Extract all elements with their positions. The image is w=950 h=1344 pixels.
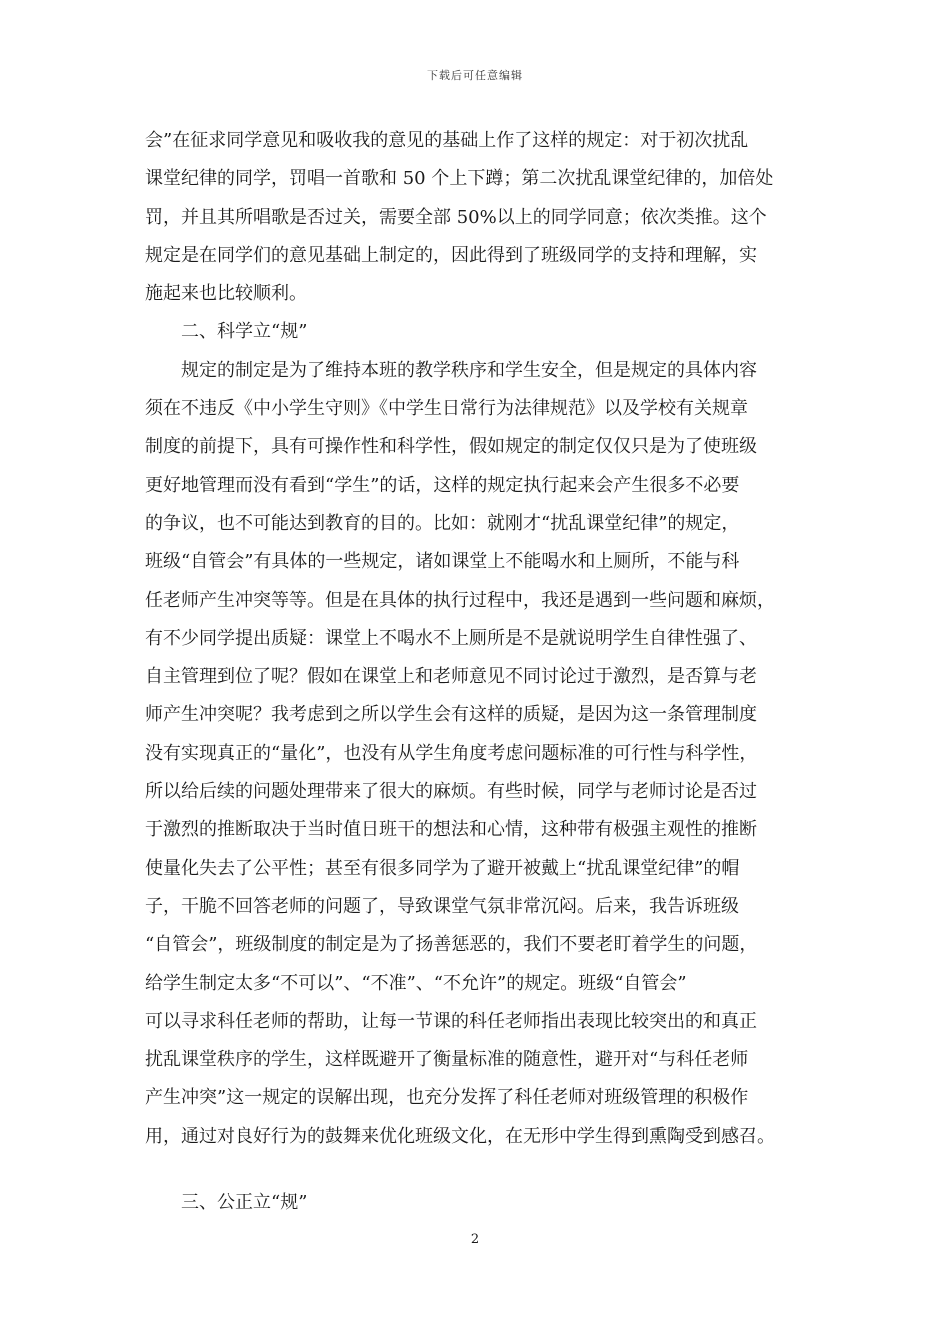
text-line: 罚，并且其所唱歌是否过关，需要全部 50%以上的同学同意；依次类推。这个 — [145, 206, 767, 228]
page-number: 2 — [470, 1232, 480, 1247]
paragraph-1 — [145, 122, 813, 313]
text-line: 给学生制定太多“不可以”、“不准”、“不允许”的规定。班级“自管会” — [145, 972, 687, 994]
text-line: 产生冲突”这一规定的误解出现，也充分发挥了科任老师对班级管理的积极作 — [145, 1087, 749, 1109]
text-line: 规定是在同学们的意见基础上制定的，因此得到了班级同学的支持和理解，实 — [145, 244, 757, 266]
paragraph-spacer — [145, 1156, 813, 1184]
text-line: 任老师产生冲突等等。但是在具体的执行过程中，我还是遇到一些问题和麻烦， — [145, 589, 775, 611]
text-line: 用，通过对良好行为的鼓舞来优化班级文化，在无形中学生得到熏陶受到感召。 — [145, 1125, 775, 1147]
section-heading-3: 三、公正立“规” — [181, 1192, 308, 1214]
text-line: 所以给后续的问题处理带来了很大的麻烦。有些时候，同学与老师讨论是否过 — [145, 781, 757, 803]
page-header: 下载后可任意编辑 — [427, 69, 523, 82]
text-line: 有不少同学提出质疑：课堂上不喝水不上厕所是不是就说明学生自律性强了、 — [145, 627, 757, 649]
text-line: 的争议，也不可能达到教育的目的。比如：就刚才“扰乱课堂纪律”的规定， — [145, 512, 740, 534]
text-line: 子，干脆不回答老师的问题了，导致课堂气氛非常沉闷。后来，我告诉班级 — [145, 895, 739, 917]
text-line: 须在不违反《中小学生守则》《中学生日常行为法律规范》以及学校有关规章 — [145, 398, 748, 420]
text-line: 可以寻求科任老师的帮助，让每一节课的科任老师指出表现比较突出的和真正 — [145, 1010, 757, 1032]
text-line: 自主管理到位了呢？假如在课堂上和老师意见不同讨论过于激烈，是否算与老 — [145, 666, 757, 688]
text-line: 规定的制定是为了维持本班的教学秩序和学生安全，但是规定的具体内容 — [181, 359, 757, 381]
paragraph-2 — [145, 352, 813, 1156]
text-line: 使量化失去了公平性；甚至有很多同学为了避开被戴上“扰乱课堂纪律”的帽 — [145, 857, 740, 879]
text-line: 施起来也比较顺利。 — [145, 283, 307, 305]
text-line: 于激烈的推断取决于当时值日班干的想法和心情，这种带有极强主观性的推断 — [145, 819, 757, 841]
text-line: 扰乱课堂秩序的学生，这样既避开了衡量标准的随意性，避开对“与科任老师 — [145, 1049, 749, 1071]
text-line: 更好地管理而没有看到“学生”的话，这样的规定执行起来会产生很多不必要 — [145, 474, 740, 496]
text-line: 没有实现真正的“量化”，也没有从学生角度考虑问题标准的可行性与科学性， — [145, 742, 758, 764]
text-line: “自管会”，班级制度的制定是为了扬善惩恶的，我们不要老盯着学生的问题， — [145, 934, 758, 956]
text-line: 会”在征求同学意见和吸收我的意见的基础上作了这样的规定：对于初次扰乱 — [145, 130, 749, 151]
text-line: 制度的前提下，具有可操作性和科学性，假如规定的制定仅仅只是为了使班级 — [145, 436, 757, 458]
text-line: 班级“自管会”有具体的一些规定，诸如课堂上不能喝水和上厕所，不能与科 — [145, 551, 740, 573]
document-body — [145, 122, 813, 1222]
text-line: 课堂纪律的同学，罚唱一首歌和 50 个上下蹲；第二次扰乱课堂纪律的，加倍处 — [145, 168, 774, 190]
section-heading-2: 二、科学立“规” — [181, 321, 308, 343]
text-line: 师产生冲突呢？我考虑到之所以学生会有这样的质疑，是因为这一条管理制度 — [145, 704, 757, 726]
